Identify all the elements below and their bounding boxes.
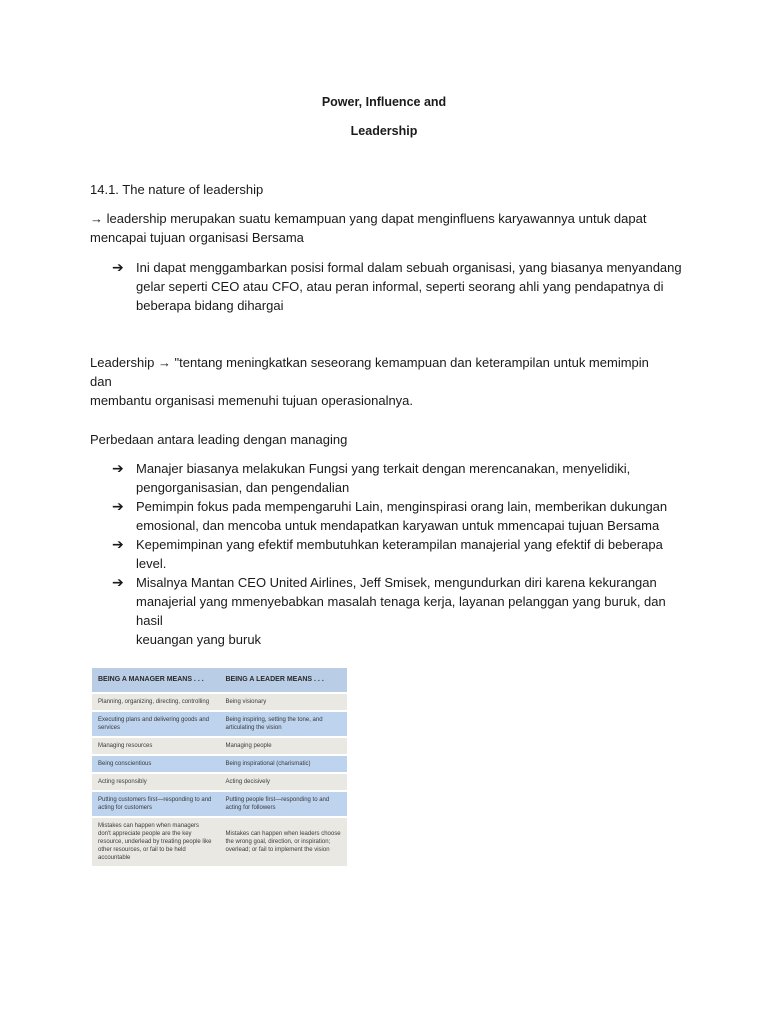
table-cell: Managing people xyxy=(220,737,348,755)
table-cell: Putting customers first—responding to and acting for customers xyxy=(92,791,220,817)
bullet-a-line-1: Ini dapat menggambarkan posisi formal dalam sebuah organisasi, yang biasanya menyandang xyxy=(136,260,682,275)
bullet-line: Manajer biasanya melakukan Fungsi yang terkait dengan merencanakan, menyelidiki, xyxy=(136,461,631,476)
table-cell: Being conscientious xyxy=(92,755,220,773)
table-cell: Being inspirational (charismatic) xyxy=(220,755,348,773)
table-cell: Mistakes can happen when managers don't appreciate people are the key resource, underlead by treating people like other resources, or fail to be held accountable xyxy=(92,817,220,867)
arrow-bullet-icon: ➔ xyxy=(112,460,124,476)
table-cell: Executing plans and delivering goods and services xyxy=(92,711,220,737)
table-cell: Acting decisively xyxy=(220,773,348,791)
table-row xyxy=(92,755,347,773)
list-item xyxy=(112,573,682,649)
table-cell: Being inspiring, setting the tone, and articulating the vision xyxy=(220,711,348,737)
intro-line-1: → leadership merupakan suatu kemampuan yang dapat menginfluens karyawannya untuk dapat xyxy=(90,211,647,226)
document-title-line-1: Power, Influence and xyxy=(321,95,447,109)
arrow-bullet-icon: ➔ xyxy=(112,536,124,552)
table-row xyxy=(92,791,347,817)
bullet-a-line-3: beberapa bidang dihargai xyxy=(136,298,284,313)
list-item xyxy=(112,535,682,573)
table-cell: Mistakes can happen when leaders choose the wrong goal, direction, or inspiration; overlead; or fail to implement the vision xyxy=(220,817,348,867)
definition-line-1: Leadership → "tentang meningkatkan seseorang kemampuan dan keterampilan untuk memimpin dan xyxy=(90,355,649,389)
intro-paragraph xyxy=(90,209,670,247)
section-heading: 14.1. The nature of leadership xyxy=(90,182,264,197)
bullet-line: emosional, dan mencoba untuk mendapatkan karyawan untuk mmencapai tujuan Bersama xyxy=(136,518,660,533)
bullet-line: Pemimpin fokus pada mempengaruhi Lain, menginspirasi orang lain, memberikan dukungan xyxy=(136,499,668,514)
table-header-row xyxy=(92,668,347,693)
leadership-definition xyxy=(90,353,670,410)
bullet-line: keuangan yang buruk xyxy=(136,632,262,647)
table-cell: Managing resources xyxy=(92,737,220,755)
table-row xyxy=(92,817,347,867)
bullet-list-b xyxy=(112,459,682,649)
header-leader: BEING A LEADER MEANS . . . xyxy=(220,668,348,693)
bullet-line: Misalnya Mantan CEO United Airlines, Jeff Smisek, mengundurkan diri karena kekurangan xyxy=(136,575,657,590)
arrow-bullet-icon: ➔ xyxy=(112,259,124,275)
table-cell: Planning, organizing, directing, controlling xyxy=(92,693,220,711)
table-row xyxy=(92,711,347,737)
bullet-line: level. xyxy=(136,556,167,571)
bullet-line: pengorganisasian, dan pengendalian xyxy=(136,480,350,495)
bullet-list-a xyxy=(112,258,682,315)
table-cell: Being visionary xyxy=(220,693,348,711)
manager-vs-leader-table xyxy=(92,668,347,868)
list-item xyxy=(112,258,682,315)
header-manager: BEING A MANAGER MEANS . . . xyxy=(92,668,220,693)
arrow-bullet-icon: ➔ xyxy=(112,498,124,514)
table-row xyxy=(92,693,347,711)
table-cell: Acting responsibly xyxy=(92,773,220,791)
list-item xyxy=(112,497,682,535)
bullet-line: Kepemimpinan yang efektif membutuhkan keterampilan manajerial yang efektif di beberapa xyxy=(136,537,663,552)
definition-line-2: membantu organisasi memenuhi tujuan operasionalnya. xyxy=(90,393,414,408)
arrow-bullet-icon: ➔ xyxy=(112,574,124,590)
table-row xyxy=(92,737,347,755)
table-row xyxy=(92,773,347,791)
table-cell: Putting people first—responding to and acting for followers xyxy=(220,791,348,817)
bullet-a-line-2: gelar seperti CEO atau CFO, atau peran informal, seperti seorang ahli yang pendapatnya di xyxy=(136,279,664,294)
difference-heading: Perbedaan antara leading dengan managing xyxy=(90,432,348,447)
intro-line-2: mencapai tujuan organisasi Bersama xyxy=(90,230,304,245)
bullet-line: manajerial yang mmenyebabkan masalah tenaga kerja, layanan pelanggan yang buruk, dan hasil xyxy=(136,594,666,628)
document-title-line-2: Leadership xyxy=(350,124,418,138)
list-item xyxy=(112,459,682,497)
